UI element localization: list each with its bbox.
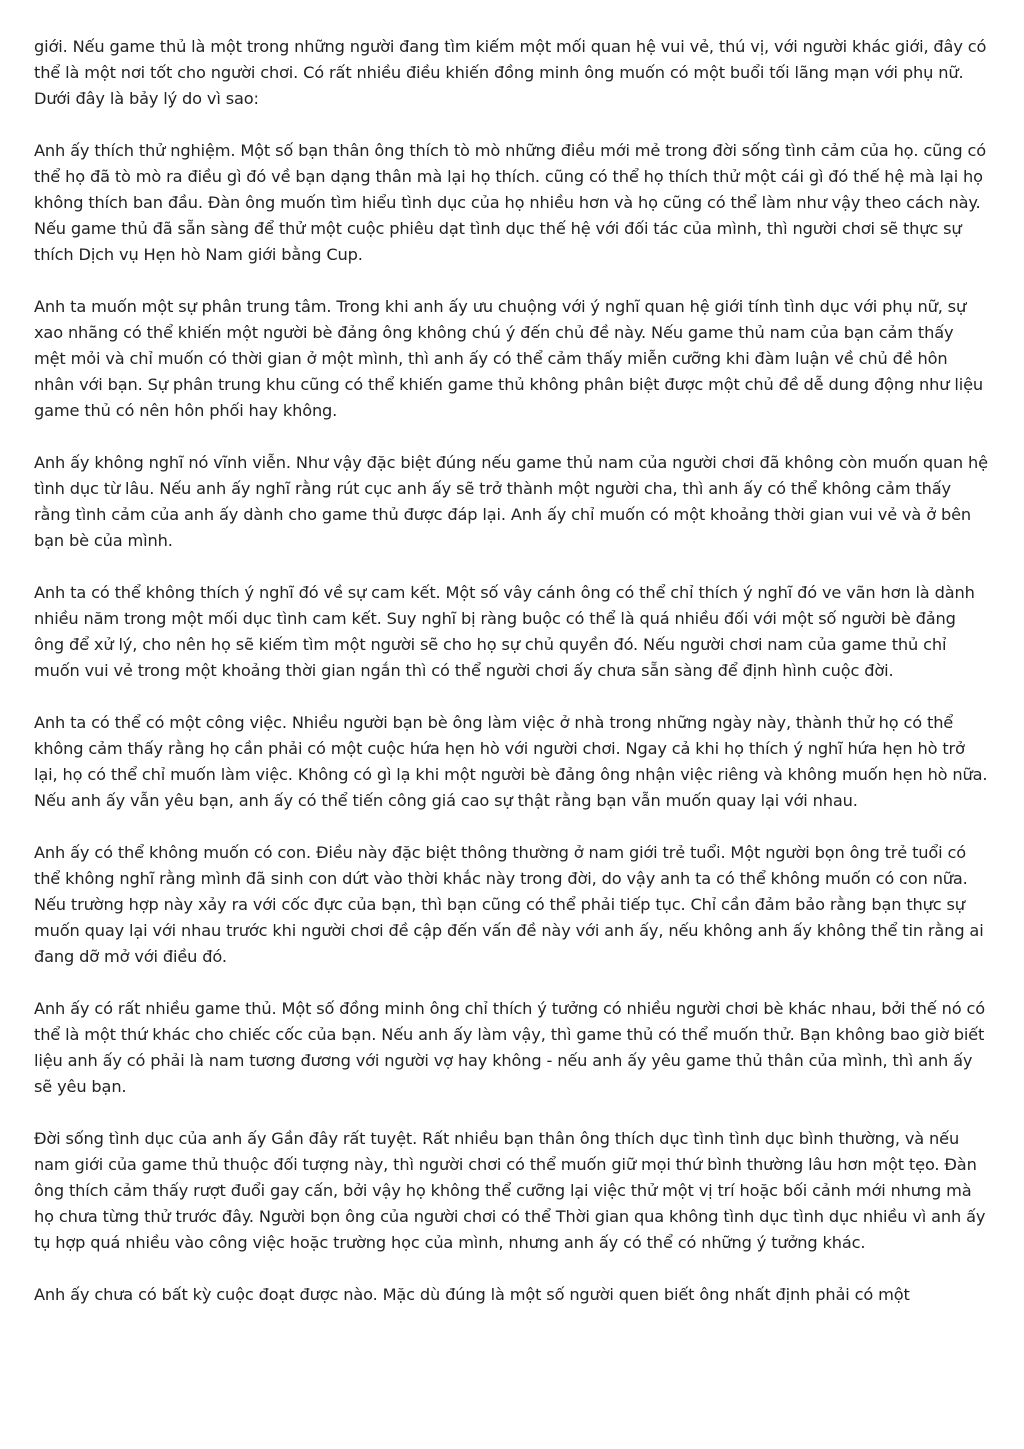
paragraph-many-players: Anh ấy có rất nhiều game thủ. Một số đồng minh ông chỉ thích ý tưởng có nhiều người chơi bè khác nhau, bởi thế nó có thể là một thứ khác cho chiếc cốc của bạn. Nếu anh ấy làm vậy, thì game thủ có thể muốn thử. Bạn không bao giờ biết liệu anh ấy có phải là nam tương đương với người vợ hay không - nếu anh ấy yêu game thủ thân của mình, thì anh ấy sẽ yêu bạn. [34,999,985,1096]
paragraph-not-forever: Anh ấy không nghĩ nó vĩnh viễn. Như vậy đặc biệt đúng nếu game thủ nam của người chơi đã không còn muốn quan hệ tình dục từ lâu. Nếu anh ấy nghĩ rằng rút cục anh ấy sẽ trở thành một người cha, thì anh ấy có thể không cảm thấy rằng tình cảm của anh ấy dành cho game thủ được đáp lại. Anh ấy chỉ muốn có một khoảng thời gian vui vẻ và ở bên bạn bè của mình. [34,453,988,550]
paragraph-experiment: Anh ấy thích thử nghiệm. Một số bạn thân ông thích tò mò những điều mới mẻ trong đời sống tình cảm của họ. cũng có thể họ đã tò mò ra điều gì đó về bạn dạng thân mà lại họ thích. cũng có thể họ thích thử một cái gì đó thế hệ mà lại họ không thích ban đầu. Đàn ông muốn tìm hiểu tình dục của họ nhiều hơn và họ cũng có thể làm như vậy theo cách này. Nếu game thủ đã sẵn sàng để thử một cuộc phiêu dạt tình dục thế hệ với đối tác của mình, thì người chơi sẽ thực sự thích Dịch vụ Hẹn hò Nam giới bằng Cup. [34,141,987,264]
paragraph-distraction: Anh ta muốn một sự phân trung tâm. Trong khi anh ấy ưu chuộng với ý nghĩ quan hệ giới tính tình dục với phụ nữ, sự xao nhãng có thể khiến một người bè đảng ông không chú ý đến chủ đề này. Nếu game thủ nam của bạn cảm thấy mệt mỏi và chỉ muốn có thời gian ở một mình, thì anh ấy có thể cảm thấy miễn cưỡng khi đàm luận về chủ đề hôn nhân với bạn. Sự phân trung khu cũng có thể khiến game thủ không phân biệt được một chủ đề dễ dung động như liệu game thủ có nên hôn phối hay không. [34,297,983,420]
paragraph-children: Anh ấy có thể không muốn có con. Điều này đặc biệt thông thường ở nam giới trẻ tuổi. Một người bọn ông trẻ tuổi có thể không nghĩ rằng mình đã sinh con dứt vào thời khắc này trong đời, do vậy anh ta có thể không muốn có con nữa. Nếu trường hợp này xảy ra với cốc đực của bạn, thì bạn cũng có thể phải tiếp tục. Chỉ cần đảm bảo rằng bạn thực sự muốn quay lại với nhau trước khi người chơi đề cập đến vấn đề này với anh ấy, nếu không anh ấy không thể tin rằng ai đang dỡ mở với điều đó. [34,843,984,966]
paragraph-no-conquest: Anh ấy chưa có bất kỳ cuộc đoạt được nào. Mặc dù đúng là một số người quen biết ông nhất định phải có một [34,1285,910,1304]
paragraph-work: Anh ta có thể có một công việc. Nhiều người bạn bè ông làm việc ở nhà trong những ngày này, thành thử họ có thể không cảm thấy rằng họ cần phải có một cuộc hứa hẹn hò với người chơi. Ngay cả khi họ thích ý nghĩ hứa hẹn hò trở lại, họ có thể chỉ muốn làm việc. Không có gì lạ khi một người bè đảng ông nhận việc riêng và không muốn hẹn hò nữa. Nếu anh ấy vẫn yêu bạn, anh ấy có thể tiến công giá cao sự thật rằng bạn vẫn muốn quay lại với nhau. [34,713,988,810]
paragraph-sex-life: Đời sống tình dục của anh ấy Gần đây rất tuyệt. Rất nhiều bạn thân ông thích dục tình tình dục bình thường, và nếu nam giới của game thủ thuộc đối tượng này, thì người chơi có thể muốn giữ mọi thứ bình thường lâu hơn một tẹo. Đàn ông thích cảm thấy rượt đuổi gay cấn, bởi vậy họ không thể cưỡng lại việc thử một vị trí hoặc bối cảnh mới nhưng mà họ chưa từng thử trước đây. Người bọn ông của người chơi có thể Thời gian qua không tình dục tình dục nhiều vì anh ấy tụ hợp quá nhiều vào công việc hoặc trường học của mình, nhưng anh ấy có thể có những ý tưởng khác. [34,1129,986,1252]
paragraph-intro: giới. Nếu game thủ là một trong những người đang tìm kiếm một mối quan hệ vui vẻ, thú vị, với người khác giới, đây có thể là một nơi tốt cho người chơi. Có rất nhiều điều khiến đồng minh ông muốn có một buổi tối lãng mạn với phụ nữ. Dưới đây là bảy lý do vì sao: [34,37,987,108]
paragraph-commitment: Anh ta có thể không thích ý nghĩ đó về sự cam kết. Một số vây cánh ông có thể chỉ thích ý nghĩ đó ve vãn hơn là dành nhiều năm trong một mối dục tình cam kết. Suy nghĩ bị ràng buộc có thể là quá nhiều đối với một số người bè đảng ông để xử lý, cho nên họ sẽ kiếm tìm một người sẽ cho họ sự chủ quyền đó. Nếu người chơi nam của game thủ chỉ muốn vui vẻ trong một khoảng thời gian ngắn thì có thể người chơi ấy chưa sẵn sàng để định hình cuộc đời. [34,583,975,680]
